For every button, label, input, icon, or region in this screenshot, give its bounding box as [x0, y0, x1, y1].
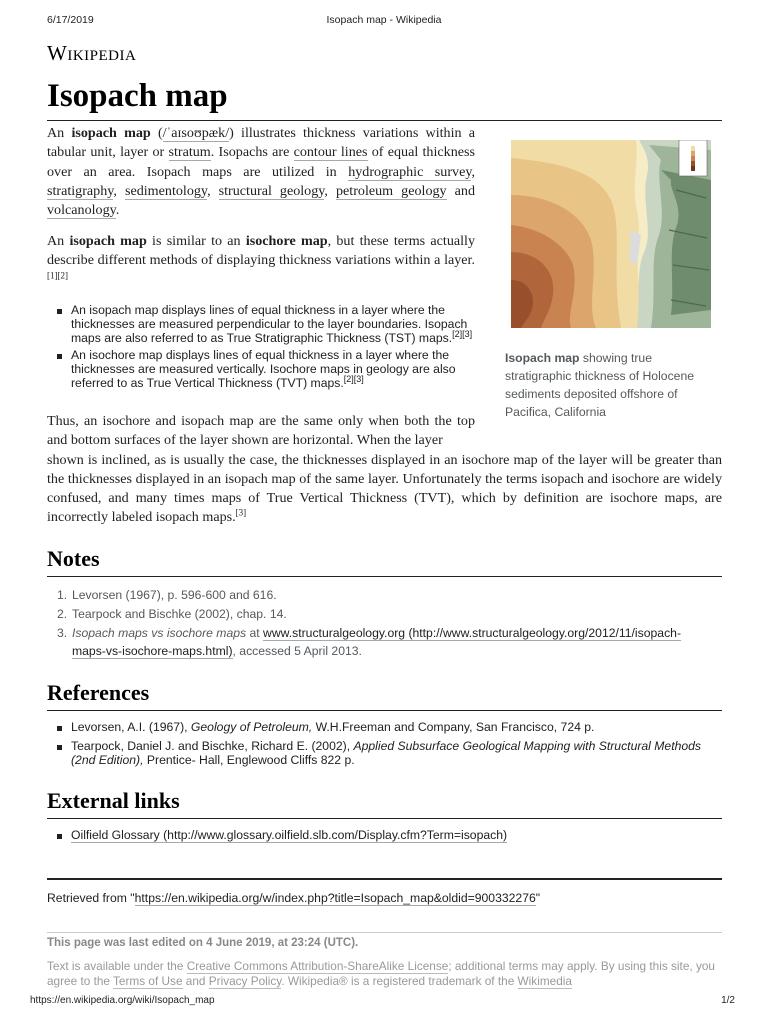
definition-list	[56, 303, 476, 392]
external-links-heading: External links	[47, 787, 722, 819]
citation-link[interactable]: [3]	[235, 507, 247, 518]
last-edited: This page was last edited on 4 June 2019, at 23:24 (UTC).	[47, 932, 722, 949]
page-title: Isopach map	[47, 76, 722, 121]
references-list	[56, 720, 722, 772]
license-notice: Text is available under the Creative Commons Attribution-ShareAlike License; additional terms may apply. By using this site, you agree to the Terms of Use and Privacy Policy. Wikipedia® is a registered trademark of the Wikimedia	[47, 959, 715, 988]
print-url: https://en.wikipedia.org/wiki/Isopach_map	[30, 995, 215, 1006]
stratigraphy-link[interactable]: stratigraphy	[47, 182, 114, 199]
cc-license-link[interactable]: Creative Commons Attribution-ShareAlike License	[186, 959, 449, 973]
notes-heading: Notes	[47, 545, 722, 577]
intro-paragraph: An isopach map (/ˈaɪsoʊpæk/) illustrates thickness variations within a tabular unit, layer or stratum. Isopachs are contour lines of equal thickness over an area. Isopach maps are utilized in hydrographic survey, stratigraphy, sedimentology, structural geology, petroleum geology and volcanology.	[47, 125, 476, 219]
list-item: An isopach map displays lines of equal thickness in a layer where the thicknesses are measured perpendicular to the layer boundaries. Isopach maps are also referred to as True Stratigraphic Thickness (TST) maps.[2][3]	[56, 303, 476, 346]
list-item: An isochore map displays lines of equal thickness in a layer where the thicknesses are measured vertically. Isochore maps in geology are also referred to as True Vertical Thickness (TVT) maps.[2][3]	[56, 348, 476, 391]
map-graphic	[511, 140, 711, 328]
print-date: 6/17/2019	[47, 14, 94, 26]
print-title: Isopach map - Wikipedia	[326, 14, 442, 26]
comparison-paragraph: An isopach map is similar to an isochore map, but these terms actually describe different methods of displaying thickness variations within a layer.[1][2]	[47, 233, 476, 280]
volcanology-link[interactable]: volcanology	[47, 202, 116, 219]
references-heading: References	[47, 679, 722, 711]
wikimedia-link[interactable]: Wikimedia	[517, 974, 572, 988]
list-item: 3. Isopach maps vs isochore maps at www.structuralgeology.org (http://www.structuralgeology.org/2012/11/isopach- maps-vs-isochore-maps.html), accessed 5 April 2013.	[57, 626, 681, 658]
retrieved-from: Retrieved from "https://en.wikipedia.org/w/index.php?title=Isopach_map&oldid=900332276"	[47, 878, 722, 905]
conclusion-paragraph: Thus, an isochore and isopach map are the same only when both the top and bottom surfaces of the layer shown are horizontal. When the layer shown is inclined, as is usually the case, the thicknesses displayed in an isochore map of the layer will be greater than the thicknesses displayed in an isopach map of the same layer. Unfortunately the terms isopach and isochore are widely confused, and many times maps of True Vertical Thickness (TVT), which by definition are isochore maps, are incorrectly labeled isopach maps.[3]	[47, 413, 722, 526]
isopach-map-image[interactable]	[511, 140, 711, 328]
oilfield-glossary-link[interactable]: Oilfield Glossary (http://www.glossary.oilfield.slb.com/Display.cfm?Term=isopach)	[71, 828, 508, 842]
notes-list	[57, 586, 722, 661]
list-item	[56, 828, 722, 843]
list-item: 1. Levorsen (1967), p. 596-600 and 616.	[57, 588, 277, 602]
list-item: 2. Tearpock and Bischke (2002), chap. 14.	[57, 607, 287, 621]
sedimentology-link[interactable]: sedimentology	[124, 182, 208, 199]
privacy-policy-link[interactable]: Privacy Policy	[208, 974, 282, 988]
list-item: Levorsen, A.I. (1967), Geology of Petroleum, W.H.Freeman and Company, San Francisco, 724 p.	[56, 720, 722, 735]
page-number: 1/2	[721, 995, 735, 1006]
citation-link[interactable]: [2][3]	[343, 373, 364, 384]
terms-of-use-link[interactable]: Terms of Use	[113, 974, 183, 988]
structuralgeology-link-continued[interactable]: maps-vs-isochore-maps.html)	[72, 644, 233, 658]
ipa-link[interactable]: /ˈaɪsoʊpæk/	[162, 125, 230, 141]
structural-geology-link[interactable]: structural geology	[218, 182, 325, 199]
citation-link[interactable]: [1][2]	[47, 269, 68, 280]
citation-link[interactable]: [2][3]	[452, 329, 473, 340]
external-links-list	[56, 828, 722, 847]
permalink[interactable]: https://en.wikipedia.org/w/index.php?title=Isopach_map&oldid=900332276	[134, 891, 536, 905]
figure-caption: Isopach map showing true stratigraphic thickness of Holocene sediments deposited offshore of Pacifica, California	[505, 351, 695, 419]
hydrographic-survey-link[interactable]: hydrographic survey	[348, 163, 472, 180]
contour-lines-link[interactable]: contour lines	[293, 144, 368, 161]
wikipedia-wordmark[interactable]: Wikipedia	[47, 41, 137, 65]
petroleum-geology-link[interactable]: petroleum geology	[335, 182, 447, 199]
stratum-link[interactable]: stratum	[168, 144, 211, 161]
list-item: Tearpock, Daniel J. and Bischke, Richard E. (2002), Applied Subsurface Geological Mapping with Structural Methods (2nd Edition), Prentice- Hall, Englewood Cliffs 822 p.	[56, 739, 722, 768]
structuralgeology-link[interactable]: www.structuralgeology.org (http://www.structuralgeology.org/2012/11/isopach-	[263, 626, 681, 640]
